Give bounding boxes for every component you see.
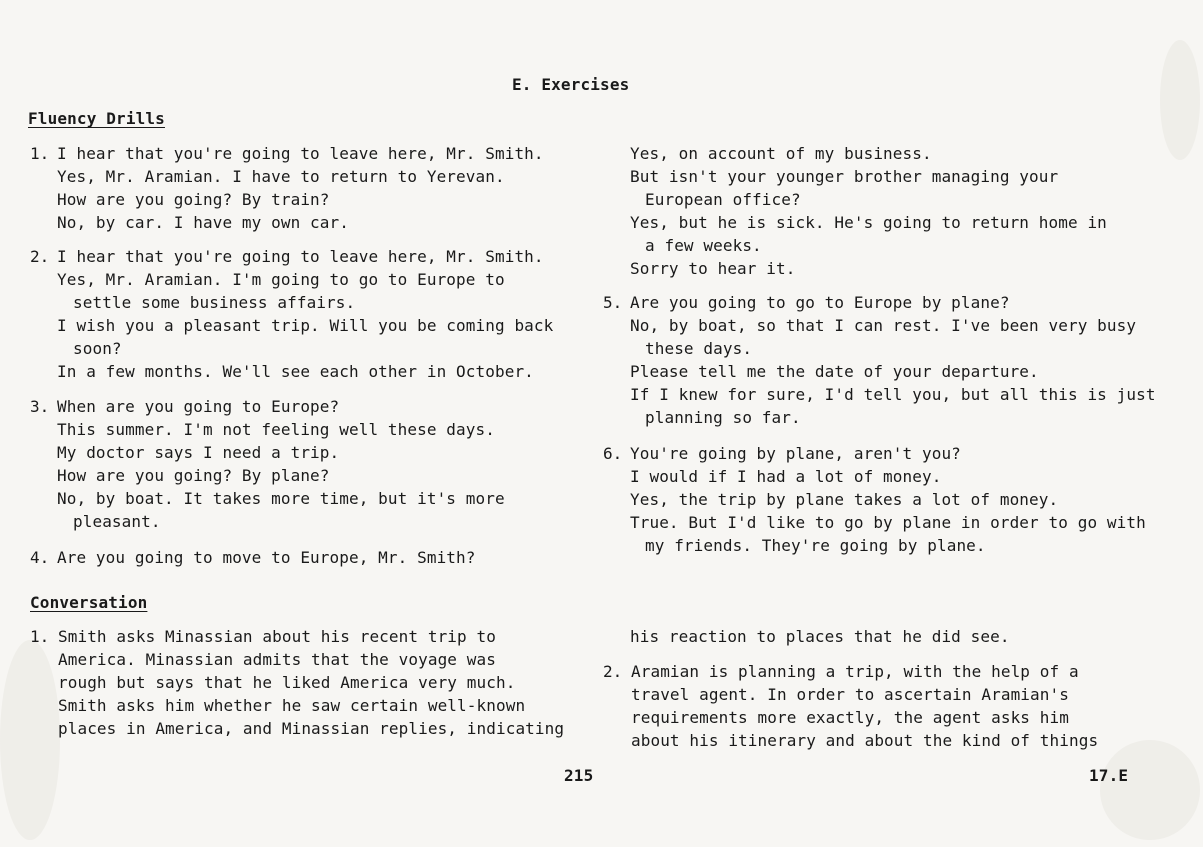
scan-noise bbox=[0, 640, 60, 840]
drill-line: If I knew for sure, I'd tell you, but all this is just bbox=[630, 385, 1156, 404]
drill-line: When are you going to Europe? bbox=[57, 397, 340, 416]
drill-line: No, by car. I have my own car. bbox=[57, 213, 349, 232]
drill-line: Yes, on account of my business. bbox=[630, 144, 932, 163]
drill-line: Are you going to go to Europe by plane? bbox=[630, 293, 1010, 312]
page-number: 215 bbox=[564, 766, 594, 785]
item-number: 1. bbox=[30, 144, 50, 163]
drill-line: No, by boat, so that I can rest. I've been very busy bbox=[630, 316, 1137, 335]
drill-line: Please tell me the date of your departure. bbox=[630, 362, 1039, 381]
item-number: 2. bbox=[30, 247, 50, 266]
item-number: 6. bbox=[603, 444, 623, 463]
section-reference: 17.E bbox=[1089, 766, 1129, 785]
drill-line: my friends. They're going by plane. bbox=[645, 536, 986, 555]
conversation-heading: Conversation bbox=[30, 593, 148, 612]
conversation-line: travel agent. In order to ascertain Aramian's bbox=[631, 685, 1069, 704]
drill-line: I hear that you're going to leave here, Mr. Smith. bbox=[57, 144, 544, 163]
conversation-line: requirements more exactly, the agent asks him bbox=[631, 708, 1069, 727]
conversation-line: Smith asks him whether he saw certain well-known bbox=[58, 696, 526, 715]
scan-noise bbox=[1160, 40, 1200, 160]
drill-line: Sorry to hear it. bbox=[630, 259, 796, 278]
fluency-drills-heading: Fluency Drills bbox=[28, 109, 165, 128]
drill-line: these days. bbox=[645, 339, 753, 358]
drill-line: You're going by plane, aren't you? bbox=[630, 444, 961, 463]
item-number: 3. bbox=[30, 397, 50, 416]
page-title: E. Exercises bbox=[512, 75, 630, 94]
conversation-line: rough but says that he liked America very much. bbox=[58, 673, 516, 692]
drill-line: In a few months. We'll see each other in October. bbox=[57, 362, 534, 381]
drill-line: Yes, Mr. Aramian. I have to return to Yerevan. bbox=[57, 167, 505, 186]
drill-line: I wish you a pleasant trip. Will you be coming back bbox=[57, 316, 554, 335]
conversation-line: his reaction to places that he did see. bbox=[630, 627, 1010, 646]
drill-line: pleasant. bbox=[73, 512, 161, 531]
drill-line: settle some business affairs. bbox=[73, 293, 356, 312]
item-number: 1. bbox=[30, 627, 50, 646]
drill-line: Yes, but he is sick. He's going to return home in bbox=[630, 213, 1107, 232]
drill-line: But isn't your younger brother managing your bbox=[630, 167, 1059, 186]
drill-line: No, by boat. It takes more time, but it's more bbox=[57, 489, 505, 508]
item-number: 5. bbox=[603, 293, 623, 312]
conversation-line: about his itinerary and about the kind of things bbox=[631, 731, 1099, 750]
conversation-line: Smith asks Minassian about his recent trip to bbox=[58, 627, 496, 646]
drill-line: True. But I'd like to go by plane in order to go with bbox=[630, 513, 1146, 532]
drill-line: Are you going to move to Europe, Mr. Smith? bbox=[57, 548, 476, 567]
item-number: 4. bbox=[30, 548, 50, 567]
conversation-line: America. Minassian admits that the voyage was bbox=[58, 650, 496, 669]
drill-line: a few weeks. bbox=[645, 236, 762, 255]
drill-line: My doctor says I need a trip. bbox=[57, 443, 340, 462]
drill-line: Yes, the trip by plane takes a lot of money. bbox=[630, 490, 1059, 509]
drill-line: I hear that you're going to leave here, Mr. Smith. bbox=[57, 247, 544, 266]
drill-line: European office? bbox=[645, 190, 801, 209]
drill-line: How are you going? By train? bbox=[57, 190, 330, 209]
drill-line: This summer. I'm not feeling well these days. bbox=[57, 420, 495, 439]
drill-line: How are you going? By plane? bbox=[57, 466, 330, 485]
conversation-line: places in America, and Minassian replies, indicating bbox=[58, 719, 565, 738]
drill-line: soon? bbox=[73, 339, 122, 358]
scan-noise bbox=[1100, 740, 1200, 840]
drill-line: planning so far. bbox=[645, 408, 801, 427]
drill-line: Yes, Mr. Aramian. I'm going to go to Europe to bbox=[57, 270, 505, 289]
item-number: 2. bbox=[603, 662, 623, 681]
drill-line: I would if I had a lot of money. bbox=[630, 467, 942, 486]
conversation-line: Aramian is planning a trip, with the help of a bbox=[631, 662, 1079, 681]
